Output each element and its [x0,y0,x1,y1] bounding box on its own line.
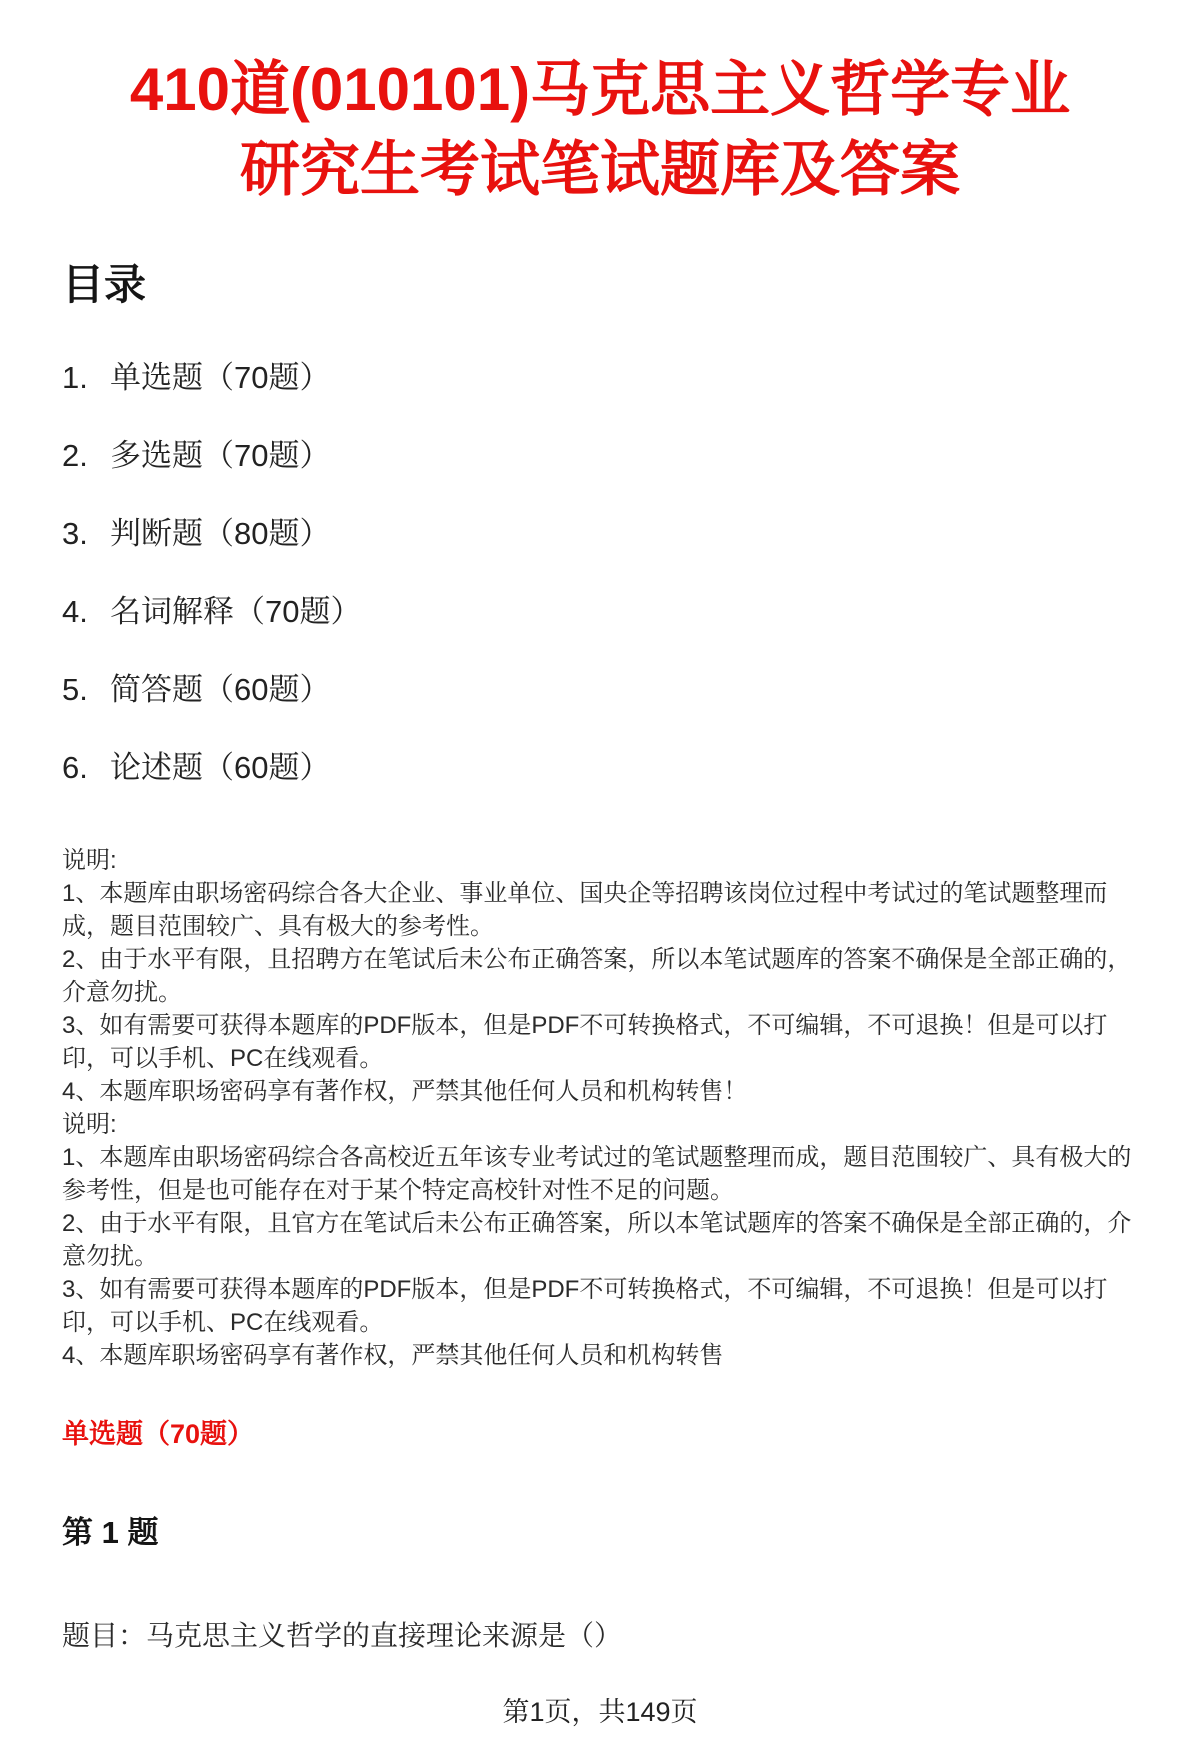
question-number: 第 1 题 [62,1514,159,1550]
question-text: 题目：马克思主义哲学的直接理论来源是（） [62,1619,623,1651]
note-line: 1、本题库由职场密码综合各高校近五年该专业考试过的笔试题整理而成，题目范围较广、具有极大的参考性，但是也可能存在对于某个特定高校针对性不足的问题。 [62,1143,1132,1204]
toc-item-essay [62,750,1138,786]
toc-item-single-choice [62,360,1138,396]
toc-item-number: 3. [62,515,88,551]
toc-item-number: 1. [62,359,88,395]
toc-item-label: 简答题（60题） [110,671,331,707]
page-footer [0,1690,1200,1729]
toc-item-short-answer [62,672,1138,708]
toc-heading: 目录 [62,260,147,308]
document-title: 410道(010101)马克思主义哲学专业研究生考试笔试题库及答案 [129,56,1071,203]
toc-list [62,360,1138,786]
toc-item-label: 单选题（70题） [110,359,331,395]
toc-item-label: 多选题（70题） [110,437,331,473]
note-line: 2、由于水平有限，且官方在笔试后未公布正确答案，所以本笔试题库的答案不确保是全部正确的，介意勿扰。 [62,1209,1132,1270]
toc-item-term-definition [62,594,1138,630]
toc-item-number: 2. [62,437,88,473]
note-line: 4、本题库职场密码享有著作权，严禁其他任何人员和机构转售！ [62,1077,748,1105]
notes-block-school [62,1108,1138,1372]
notes-heading: 说明: [62,1110,117,1138]
toc-item-true-false [62,516,1138,552]
toc-item-multi-choice [62,438,1138,474]
notes-block-recruit [62,844,1138,1108]
note-line: 2、由于水平有限，且招聘方在笔试后未公布正确答案，所以本笔试题库的答案不确保是全部正确的，介意勿扰。 [62,945,1132,1006]
toc-item-number: 4. [62,593,88,629]
note-line: 3、如有需要可获得本题库的PDF版本，但是PDF不可转换格式，不可编辑，不可退换！但是可以打印，可以手机、PC在线观看。 [62,1011,1108,1072]
toc-item-label: 判断题（80题） [110,515,331,551]
notes-heading: 说明: [62,846,117,874]
toc-item-label: 论述题（60题） [110,749,331,785]
toc-item-label: 名词解释（70题） [110,593,362,629]
note-line: 1、本题库由职场密码综合各大企业、事业单位、国央企等招聘该岗位过程中考试过的笔试题整理而成，题目范围较广、具有极大的参考性。 [62,879,1108,940]
page-number-indicator: 第1页，共149页 [502,1697,698,1727]
toc-item-number: 6. [62,749,88,785]
section-heading-single-choice: 单选题（70题） [62,1418,255,1449]
note-line: 4、本题库职场密码享有著作权，严禁其他任何人员和机构转售 [62,1341,724,1369]
toc-item-number: 5. [62,671,88,707]
note-line: 3、如有需要可获得本题库的PDF版本，但是PDF不可转换格式，不可编辑，不可退换！但是可以打印，可以手机、PC在线观看。 [62,1275,1108,1336]
notes-section [62,844,1138,1372]
